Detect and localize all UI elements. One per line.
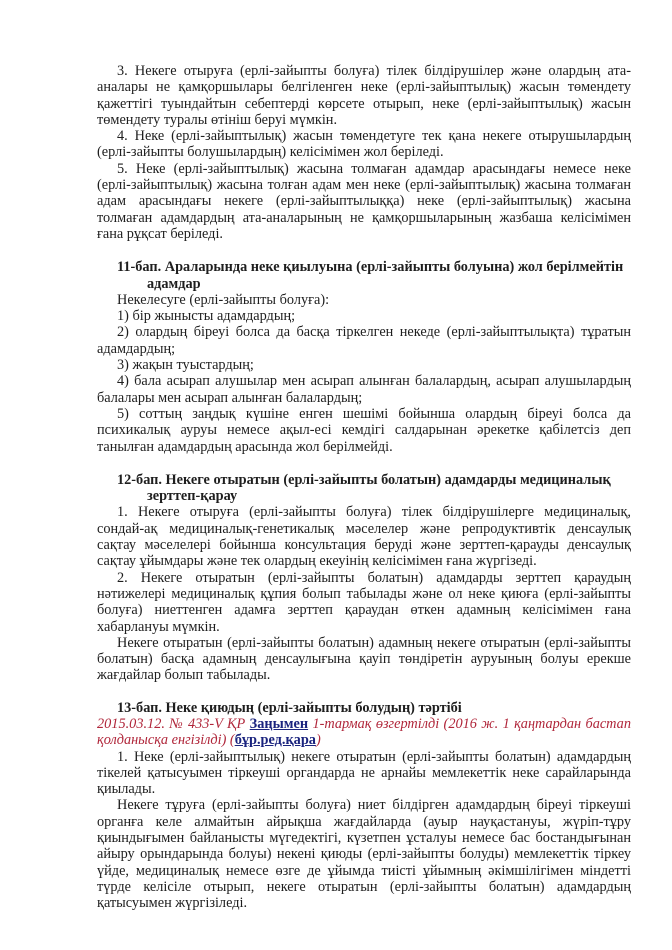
- article-11-item: 5) соттың заңдық күшіне енген шешімі бойынша олардың біреуі болса да психикалық ауруы немесе ақыл-есі кемдігі салдарынан әрекетке қабілетсіз деп танылған адамдардың арасында жол берілмейді.: [97, 405, 631, 455]
- amendment-note: [97, 716, 631, 749]
- article-12-heading: [97, 472, 631, 505]
- amendment-note-prefix: 2015.03.12. № 433-V ҚР: [97, 715, 250, 732]
- article-13-heading: 13-бап. Неке қиюдың (ерлі-зайыпты болудың) тәртібі: [117, 699, 462, 716]
- article-11-item: 1) бір жынысты адамдардың;: [117, 308, 296, 325]
- article-11-item: 3) жақын туыстардың;: [117, 357, 254, 374]
- article-11-intro: Некелесуге (ерлі-зайыпты болуға):: [117, 291, 330, 308]
- art10-paragraph-4: 4. Неке (ерлі-зайыптылық) жасын төмендетуге тек қана некеге отырушылардың (ерлі-зайыпты болушылардың) келісімімен жол беріледі.: [97, 128, 631, 161]
- article-12-paragraph-2: 2. Некеге отыратын (ерлі-зайыпты болатын) адамдарды зерттеп қараудың нәтижелері медициналық құпия болып табылады және ол неке қиюға (ерлі-зайыпты болуға) ниеттенген адамға зерттеп қараудан өткен адамның келісімімен ғана хабарлануы мүмкін.: [97, 569, 631, 635]
- article-11-heading: [97, 259, 631, 292]
- amendment-note-middle: 1-тармақ өзгертілді (2016 ж. 1 қаңтардан бастап қолданысқа енгізілді) (: [97, 715, 631, 749]
- art10-paragraph-3: 3. Некеге отыруға (ерлі-зайыпты болуға) тілек білдірушілер және олардың ата-аналары не қамқоршылары белгіленген неке (ерлі-зайыптылық) жасын төмендету қажеттігі туындайтын себептерді көрсете отырып, неке (ерлі-зайыптылық) жасын төмендету туралы өтініш беруі мүмкін.: [97, 63, 631, 128]
- article-11-item: 2) олардың біреуі болса да басқа тіркелген некеде (ерлі-зайыптылықта) тұратын адамдардың;: [97, 324, 631, 357]
- article-13-paragraph-1: 1. Неке (ерлі-зайыптылық) некеге отыратын (ерлі-зайыпты болатын) адамдардың тікелей қатысуымен тіркеуші органдарда не арнайы мемлекеттік неке сарайларында қиылады.: [97, 748, 631, 798]
- article-12-title-line1: 12-бап. Некеге отыратын (ерлі-зайыпты болатын) адамдарды медициналық: [117, 471, 611, 488]
- previous-edition-link[interactable]: бұр.ред.қара: [234, 732, 316, 749]
- article-12-title-line2: зерттеп-қарау: [147, 488, 238, 505]
- document-page: [97, 63, 631, 912]
- article-12-paragraph-1: 1. Некеге отыруға (ерлі-зайыпты болуға) тілек білдірушілерге медициналық, сондай-ақ медициналық-генетикалық мәселелер және репродуктивтік денсаулық сақтау мәселелері бойынша консультация беруді және зерттеп-қарауды денсаулық сақтау ұйымдары және тек олардың екеуінің келісімімен ғана жүргізеді.: [97, 504, 631, 570]
- article-11-title-line2: адамдар: [147, 275, 201, 292]
- law-link[interactable]: Заңымен: [249, 715, 309, 732]
- amendment-note-suffix: ): [315, 732, 321, 749]
- article-12-paragraph-3: Некеге отыратын (ерлі-зайыпты болатын) адамның некеге отыратын (ерлі-зайыпты болатын) басқа адамның денсаулығына қауіп төндіретін ауруының болуы ерекше жағдайлар болып табылады.: [97, 634, 631, 684]
- article-11-item: 4) бала асырап алушылар мен асырап алынған балалардың, асырап алушылардың балалары мен асырап алынған балалардың;: [97, 373, 631, 406]
- art10-paragraph-5: 5. Неке (ерлі-зайыптылық) жасына толмаған адамдар арасындағы немесе неке (ерлі-зайыптылық) жасына толған адам мен неке (ерлі-зайыптылық) жасына толмаған адам арасындағы некеге (ерлі-зайыптылыққа) неке (ерлі-зайыптылық) жасына толмаған адамдардың ата-аналарының не қамқоршыларының жазбаша келісімімен ғана рұқсат беріледі.: [97, 160, 631, 242]
- article-13-paragraph-2: Некеге тұруға (ерлі-зайыпты болуға) ниет білдірген адамдардың біреуі тіркеуші органға келе алмайтын айрықша жағдайларда (ауыр науқастануы, жүріп-тұру қиындығымен байланысты мүгедектігі, күзетпен ұсталуы немесе бас бостандығынан айыру орындарында болуы) некені қиюды (ерлі-зайыпты болуды) мемлекеттік тіркеу үйде, медициналық немесе өзге де ұйымда тиісті ұйымның әкімшілігімен міндетті түрде келісіле отырып, некеге отыратын (ерлі-зайыпты болатын) адамдардың қатысуымен жүргізіледі.: [97, 797, 631, 912]
- article-11-title-line1: 11-бап. Араларында неке қиылуына (ерлі-зайыпты болуына) жол берілмейтін: [117, 259, 624, 276]
